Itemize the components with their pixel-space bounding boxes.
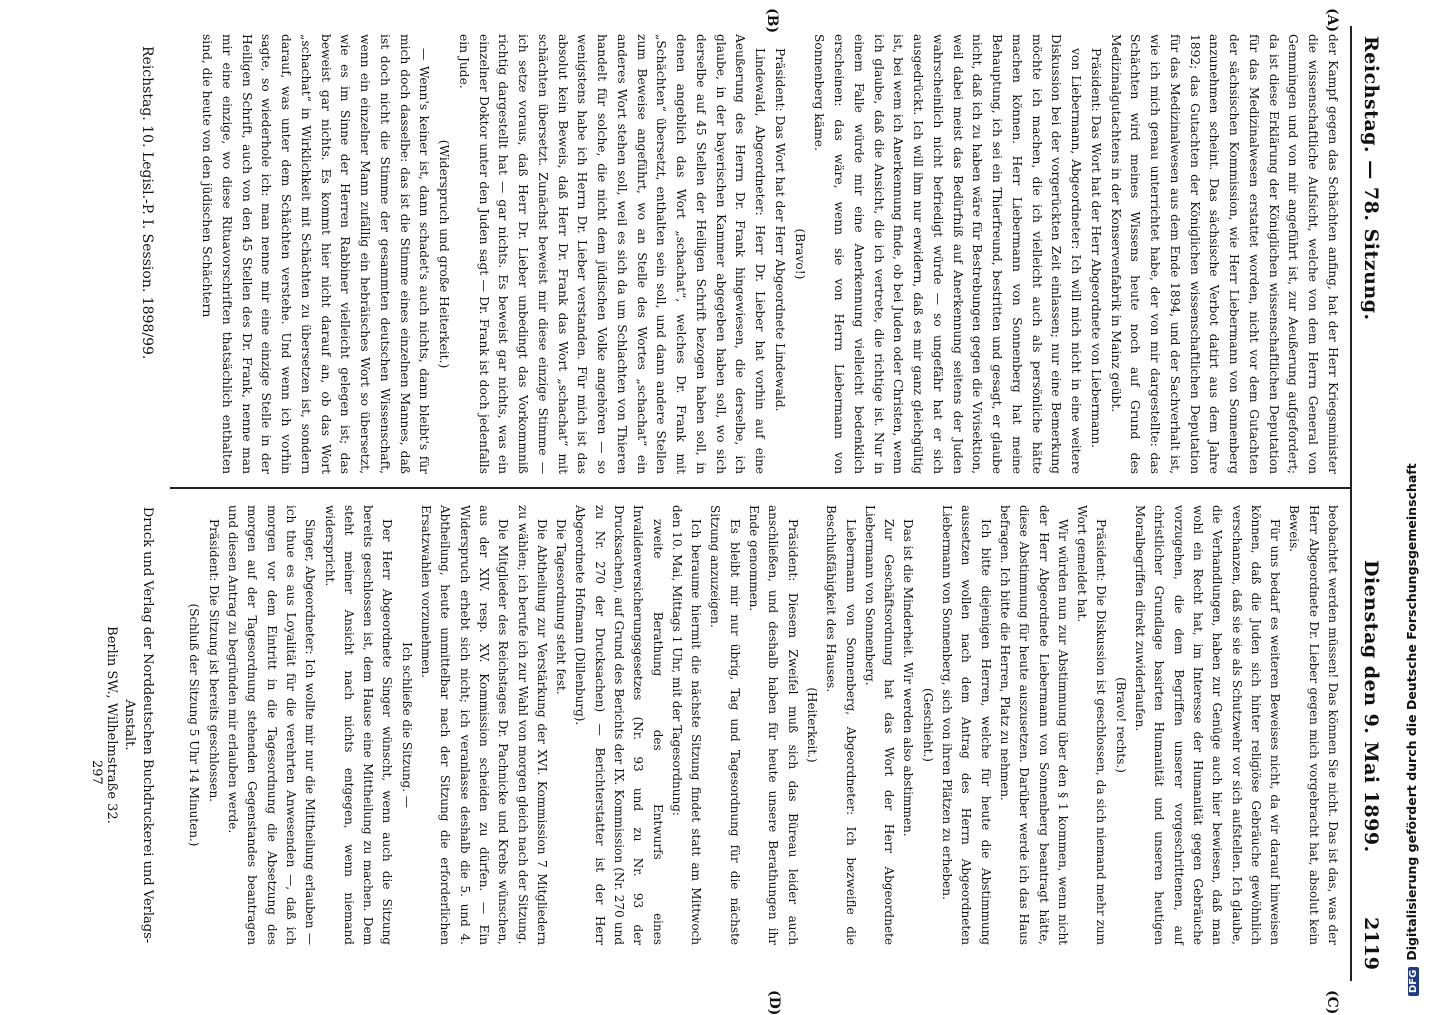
paragraph: Singer, Abgeordneter: Ich wollte mir nur die Mittheilung erlauben — ich thue es aus Loyalität für die verehrten Anwesenden —, daß ich morgen vor dem Eintritt in die Tagesordnung die Absetzung des morgen auf der Tagesordnung stehenden Gegenstandes beantragen und diesen Antrag zu begründen mir erlauben werde.: [226, 505, 318, 945]
paragraph: Präsident: Das Wort hat der Herr Abgeordnete Lindewald.: [773, 48, 787, 412]
paragraph: Für uns bedarf es weiteren Beweises nicht, da wir darauf hinweisen können, daß die Juden sich hinter religiöse Gebräuche gewöhnlich verschanzen, daß sie sie als Schutzwehr vor sich aufstellen. Ich glaube, die Verhandlungen, haben zur Genüge auch hier bewiesen, daß man wohl ein Recht hat, im Interesse der Humanität gegen Gebräuche vorzugehen, die dem Begriffen unserer vorgeschrittenen, auf christlicher Grundlage basirten Humanität und unseren heutigen Moralbegriffen direkt zuwiderlaufen.: [1133, 505, 1283, 945]
paragraph: (Heiterkeit.): [804, 687, 819, 763]
paragraph: Ich beraume hiermit die nächste Sitzung findet statt am Mittwoch den 10. Mai, Mittags 1 Uhr, mit der Tagesordnung:: [669, 505, 704, 945]
footer-session-info: Reichstag. 10. Legisl.-P. I. Session. 1898/99.: [139, 46, 155, 360]
funding-note: [1404, 6, 1419, 996]
footer-address-line: Berlin SW., Wilhelmstraße 32.: [104, 626, 119, 824]
paragraph: zweite Berathung des Entwurfs eines Invalidenversicherungsgesetzes (Nr. 93 und zu Nr. 93 der Drucksachen), auf Grund des Berichts der IX. Kommission (Nr. 270 und zu Nr. 270 der Drucksachen) — Berichterstatter ist der Herr Abgeordnete Hofmann (Dillenburg).: [573, 505, 665, 945]
paragraph: Ich schließe die Sitzung. —: [399, 642, 414, 808]
footer-page-count: 297: [89, 760, 104, 785]
margin-marker-a: (A): [1324, 8, 1340, 33]
footer-printer-info: [102, 505, 156, 945]
paragraph: (Bravo! rechts.): [1113, 677, 1128, 773]
paragraph: — Wenn's keiner ist, dann schadet's auch nichts, dann bleibt's für mich doch dasselbe: das ist die Stimme eines einzelnen Mannes, daß ist doch nicht die Stimme der gesammten deutschen Wissenschaft, wenn ein einzelner Mann zufällig ein hebräisches Wort so übersetzt, wie es im Sinne der Herren Rabbiner vielleicht gelegen ist; das beweist gar nichts. Es kommt hier nicht darauf an, ob das Wort „schachat“ in Wirklichkeit mit Schächten zu übersetzen ist, sondern darauf, was unter dem Schächten verstehe. Und wenn ich vorhin sagte, so wiederhole ich: man nenne mir eine einzige Stelle in der Heiligen Schrift, auch von den 45 Stellen des Dr. Frank, nenne man mir eine einzige, wo diese Rituavorschriften thatsächlich enthalten sind, die heute von den jüdischen Schächtern: [200, 34, 432, 474]
funding-text: Digitalisierung gefördert durch die Deutsche Forschungsgemeinschaft: [1404, 463, 1419, 961]
funding-sidebar: [1404, 0, 1434, 1000]
right-column: [184, 505, 1342, 945]
margin-marker-b: (B): [764, 8, 780, 34]
paragraph: der Kampf gegen das Schächten anfing, hat der Herr Kriegsminister die wissenschaftliche Aufsicht, welche von dem Herrn General von Gemmingen und von mir angeführt ist, zur Aeußerung aufgefordert; da ist diese Erklärung der Königlichen wissenschaftlichen Deputation für das Medizinalwesen erstattet worden, nicht vor dem Gutachten der sächsischen Kommission, wie Herr Liebermann von Sonnenberg anzunehmen scheint. Das sächsische Verbot datirt aus dem Jahre 1892; das Gutachten der Königlichen wissenschaftlichen Deputation für das Medizinalwesen aus dem Ende 1894, und der Sachverhalt ist, wie ich mich genau unterrichtet habe, der von mir dargestellte: das Schächten wird meines Wissens heute noch auf Grund des Medizinalgutachtens in der Konservenfabrik in Mainz geübt.: [1108, 34, 1340, 474]
paragraph: Präsident: Das Wort hat der Herr Abgeordnete von Liebermann.: [1089, 48, 1103, 449]
header-rule: [1350, 26, 1352, 981]
paragraph: Ich bitte diejenigen Herren, welche für heute die Abstimmung aussetzen wollen nach dem Antrag des Herrn Abgeordneten Liebermann von Sonnenberg, sich von ihren Plätzen zu erheben.: [940, 505, 993, 945]
paragraph: (Bravo!): [792, 228, 807, 280]
paragraph: Das ist die Minderheit. Wir werden also abstimmen.: [901, 519, 916, 837]
paragraph: beobachtet werden müssen! Das können Sie nicht. Das ist das, was der Herr Abgeordnete Dr. Lieber gegen mich vorgebracht hat, absolut kein Beweis.: [1287, 505, 1340, 945]
left-column: [197, 34, 1343, 474]
paragraph: von Liebermann, Abgeordneter: Ich will mich nicht in eine weitere Diskussion bei der vorgerückten Zeit einlassen; nur eine Bemerkung möchte ich machen, die ich vielleicht auch als persönliche hätte machen können. Herr Liebermann von Sonnenberg hat meine Behauptung, ich sei ein Thierfreund, bestritten und gesagt, er glaube nicht, daß ich zu haben wäre für Bestrebungen gegen die Vivisektion, weil dabei meist das Bedürfniß auf Anerkennung seitens der Juden wahrscheinlich nicht befriedigt würde — so ungefähr hat er sich ausgedrückt. Ich will ihm nur erwidern, daß es mir ganz gleichgültig ist, bei wem ich Anerkennung finde, ob bei Juden oder Christen, wenn ich glaube, daß die Ansicht, die ich vertrete, die richtige ist. Nur in einem Falle würde mir eine Anerkennung vielleicht bedenklich erscheinen: das wäre, wenn sie von Herrn Liebermann von Sonnenberg käme.: [812, 34, 1084, 474]
paragraph: Zur Geschäftsordnung hat das Wort der Herr Abgeordnete Liebermann von Sonnenberg.: [862, 505, 897, 945]
paragraph: Es bleibt mir nur übrig, Tag und Tagesordnung für die nächste Sitzung anzuzeigen.: [708, 505, 742, 945]
footer-printer-line: Druck und Verlag der Norddeutschen Buchdruckerei und Verlags-Anstalt.: [122, 506, 155, 944]
paragraph: Der Herr Abgeordnete Singer wünscht, wenn auch die Sitzung bereits geschlossen ist, dem Hause eine Mittheilung zu machen. Dem steht meiner Ansicht nach nichts entgegen, wenn niemand widerspricht.: [322, 505, 395, 945]
margin-marker-d: (D): [766, 990, 782, 1015]
paragraph: (Schluß der Sitzung 5 Uhr 14 Minuten.): [187, 603, 202, 847]
margin-marker-c: (C): [1324, 990, 1340, 1015]
paragraph: Die Tagesordnung steht fest.: [554, 519, 569, 695]
paragraph: Liebermann von Sonnenberg, Abgeordneter: Ich bezweifle die Beschlußfähigkeit des Hauses.: [824, 505, 858, 945]
header-left: Reichstag. — 78. Sitzung.: [1360, 36, 1382, 321]
paragraph: (Widerspruch und große Heiterkeit.): [437, 139, 452, 369]
paragraph: Präsident: Die Diskussion ist geschlossen, da sich niemand mehr zum Wort gemeldet hat.: [1075, 505, 1109, 945]
paragraph: Die Abtheilung zur Verstärkung der XVI. Kommission 7 Mitgliedern zu wählen; ich berufe ich zur Wahl von morgen gleich nach der Sitzung.: [515, 505, 549, 945]
dfg-logo-icon: DFG: [1408, 967, 1419, 996]
paragraph: Die Mitglieder des Reichstages Dr. Pachnicke und Krebs wünschen, aus der XIV. resp. XV. Kommission scheiden zu dürfen. — Ein Widerspruch erhebt sich nicht; ich veranlasse deshalb die 5. und 4. Abtheilung, heute unmittelbar nach der Sitzung die erforderlichen Ersatzwahlen vorzunehmen.: [419, 505, 511, 945]
column-divider: [170, 487, 1350, 489]
paragraph: Präsident: Diesem Zweifel muß sich das Büreau leider auch anschließen, und deshalb haben für heute unsere Berathungen ihr Ende genommen.: [747, 505, 800, 945]
paragraph: Lindewald, Abgeordneter: Herr Dr. Lieber hat vorhin auf eine Aeußerung des Herrn Dr. Frank hingewiesen, die derselbe, ich glaube, in der bayerischen Kammer abgegeben haben soll, wo sich derselbe auf 45 Stellen der Heiligen Schrift bezogen haben soll, in denen angeblich das Wort „schachat“, welches Dr. Frank mit „Schächten“ übersetzt, enthalten sein soll, und dann andere Stellen zum Beweise angeführt, wo an Stelle des Wortes „schachat“ ein anderes Wort stehen soll, weil es sich da um Schlachten von Thieren handelt für solche, die nicht dem jüdischen Volke angehören — so wenigstens habe ich Herrn Dr. Lieber verstanden. Für mich ist das absolut kein Beweis, daß Herr Dr. Frank das Wort „schachat“ mit schächten übersetzt. Zunächst beweist mir diese einzige Stimme — ich setze voraus, daß Herr Dr. Lieber unbedingt das Vorkommniß richtig dargestellt hat — gar nichts. Es beweist gar nichts, was ein einzelner Doktor unter den Juden sagt — Dr. Frank ist doch jedenfalls ein Jude.: [457, 34, 768, 474]
page-header: [1354, 0, 1386, 1000]
paragraph: Präsident: Die Sitzung ist bereits geschlossen.: [206, 519, 221, 802]
header-right: Dienstag den 9. Mai 1899.: [1360, 560, 1382, 853]
document-page: [70, 0, 1400, 1015]
paragraph: (Geschieht.): [920, 688, 935, 762]
paragraph: Wir würden nun zur Abstimmung über den § 1 kommen, wenn nicht der Herr Abgeordnete Liebermann von Sonnenberg beantragt hätte, diese Abstimmung für heute auszusetzen. Darüber werde ich das Haus befragen. Ich bitte die Herren, Platz zu nehmen.: [997, 505, 1070, 945]
header-page-number: 2119: [1360, 917, 1382, 970]
